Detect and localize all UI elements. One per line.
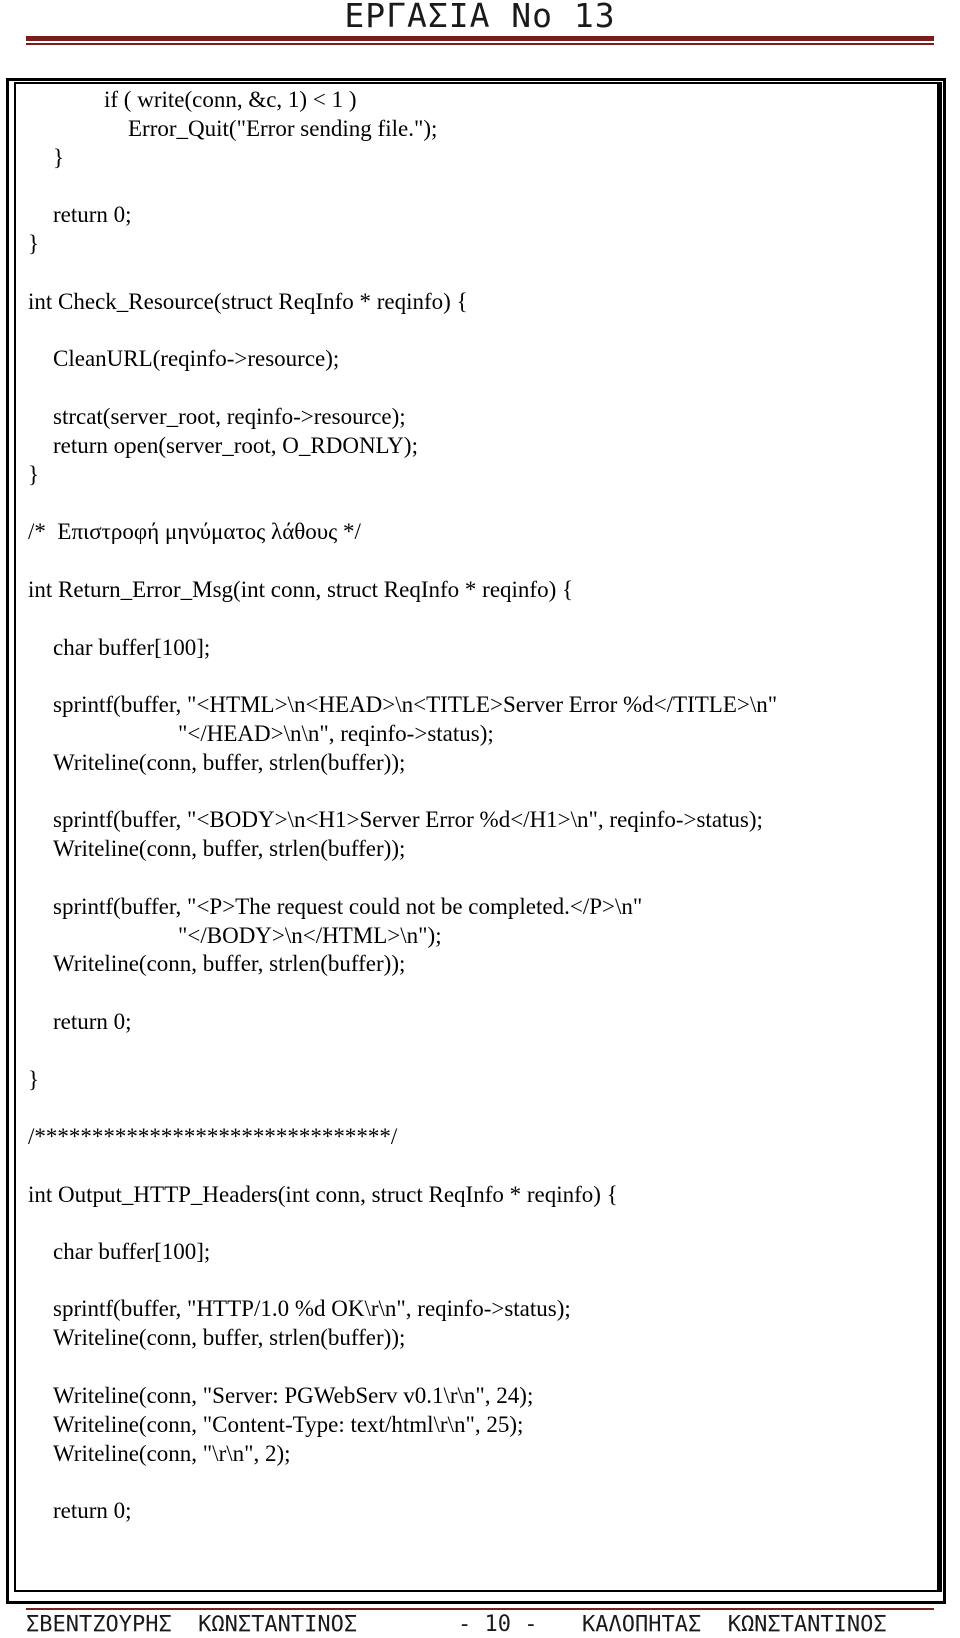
code-line: char buffer[100]; (53, 1239, 211, 1264)
code-line: return 0; (53, 1498, 132, 1523)
page-footer (0, 1606, 960, 1636)
code-line: Writeline(conn, buffer, strlen(buffer)); (53, 836, 406, 861)
code-line: Writeline(conn, buffer, strlen(buffer)); (53, 750, 406, 775)
code-line: Writeline(conn, buffer, strlen(buffer)); (53, 1325, 406, 1350)
page-header (0, 0, 960, 46)
code-line: Writeline(conn, "Content-Type: text/html\r\n", 25); (53, 1412, 524, 1437)
code-line: CleanURL(reqinfo->resource); (53, 346, 340, 371)
code-comment: /*******************************/ (28, 1124, 398, 1149)
code-line: return 0; (53, 1009, 132, 1034)
document-title: ΕΡΓΑΣΙΑ Νο 13 (344, 0, 616, 35)
code-line: "</HEAD>\n\n", reqinfo->status); (178, 721, 494, 746)
page-number: - 10 - (458, 1612, 538, 1637)
header-divider-thick (26, 36, 934, 41)
header-divider-thin (26, 43, 934, 45)
code-line: Writeline(conn, buffer, strlen(buffer)); (53, 951, 406, 976)
code-line: int Return_Error_Msg(int conn, struct ReqInfo * reqinfo) { (28, 577, 574, 602)
code-line: Writeline(conn, "Server: PGWebServ v0.1\r\n", 24); (53, 1383, 534, 1408)
code-line: } (53, 145, 65, 170)
code-line: Error_Quit("Error sending file."); (128, 116, 438, 141)
code-line: if ( write(conn, &c, 1) < 1 ) (104, 87, 357, 112)
code-line: sprintf(buffer, "<P>The request could not be completed.</P>\n" (53, 894, 643, 919)
code-line: int Output_HTTP_Headers(int conn, struct ReqInfo * reqinfo) { (28, 1182, 618, 1207)
code-line: return 0; (53, 202, 132, 227)
code-line: } (28, 462, 40, 487)
code-line: int Check_Resource(struct ReqInfo * reqinfo) { (28, 289, 468, 314)
code-line: Writeline(conn, "\r\n", 2); (53, 1441, 291, 1466)
code-comment: /* Επιστροφή μηνύματος λάθους */ (28, 519, 361, 544)
code-line: } (28, 231, 40, 256)
code-line: } (28, 1067, 40, 1092)
footer-supervisor: ΚΑΛΟΠΗΤΑΣ ΚΩΝΣΤΑΝΤΙΝΟΣ (582, 1612, 887, 1637)
code-line: char buffer[100]; (53, 635, 211, 660)
code-line: sprintf(buffer, "<BODY>\n<H1>Server Error %d</H1>\n", reqinfo->status); (53, 807, 763, 832)
code-line: sprintf(buffer, "<HTML>\n<HEAD>\n<TITLE>Server Error %d</TITLE>\n" (53, 692, 778, 717)
footer-divider (26, 1608, 934, 1610)
code-line: sprintf(buffer, "HTTP/1.0 %d OK\r\n", reqinfo->status); (53, 1296, 571, 1321)
code-line: return open(server_root, O_RDONLY); (53, 433, 418, 458)
footer-author: ΣΒΕΝΤΖΟΥΡΗΣ ΚΩΝΣΤΑΝΤΙΝΟΣ (26, 1612, 358, 1637)
code-line: "</BODY>\n</HTML>\n"); (178, 923, 442, 948)
code-line: strcat(server_root, reqinfo->resource); (53, 404, 406, 429)
